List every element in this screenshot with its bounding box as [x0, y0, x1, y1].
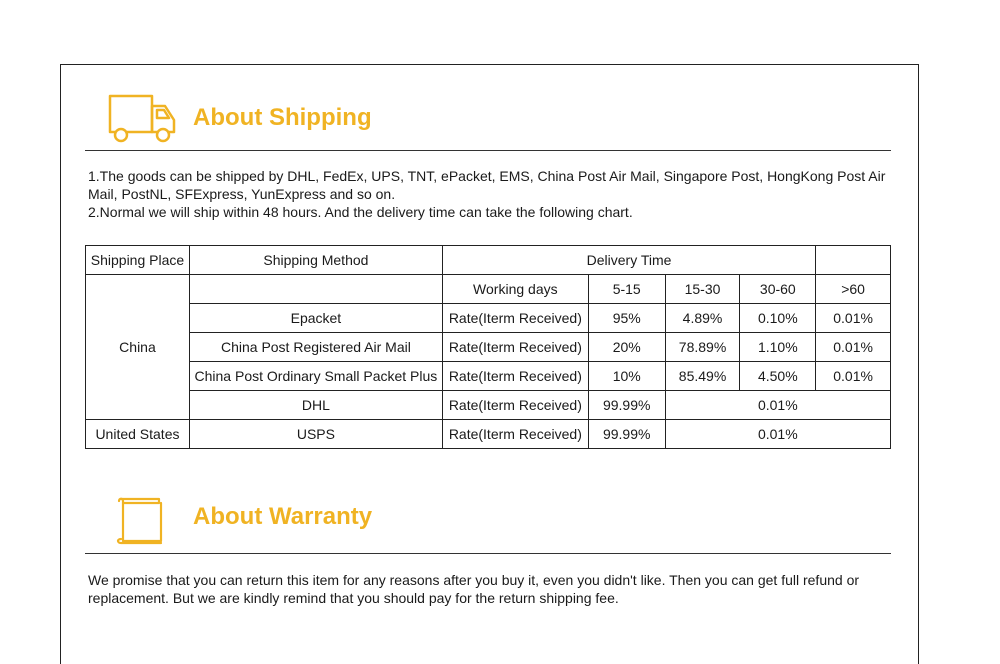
- subheader-range-3: 30-60: [740, 275, 816, 304]
- shipping-title: About Shipping: [193, 104, 372, 131]
- value-cell: 0.01%: [665, 391, 890, 420]
- header-delivery-time: Delivery Time: [442, 246, 815, 275]
- value-cell: 1.10%: [740, 333, 816, 362]
- table-row: [86, 333, 891, 362]
- value-cell: 0.10%: [740, 304, 816, 333]
- subheader-working-days: Working days: [442, 275, 588, 304]
- value-cell: 78.89%: [665, 333, 740, 362]
- subheader-empty-cell: [189, 275, 442, 304]
- rate-cell: Rate(Iterm Received): [442, 304, 588, 333]
- place-united-states: United States: [86, 420, 190, 449]
- subheader-range-2: 15-30: [665, 275, 740, 304]
- shipping-paragraph-2: 2.Normal we will ship within 48 hours. And the delivery time can take the following chart.: [88, 204, 633, 220]
- subheader-range-4: >60: [816, 275, 891, 304]
- method-cell: Epacket: [189, 304, 442, 333]
- warranty-description: [88, 571, 898, 607]
- shipping-header: [85, 64, 891, 151]
- rate-cell: Rate(Iterm Received): [442, 420, 588, 449]
- scroll-icon: [113, 493, 165, 545]
- method-cell: USPS: [189, 420, 442, 449]
- value-cell: 4.89%: [665, 304, 740, 333]
- value-cell: 95%: [588, 304, 665, 333]
- rate-cell: Rate(Iterm Received): [442, 333, 588, 362]
- shipping-description: [88, 167, 898, 221]
- subheader-range-1: 5-15: [588, 275, 665, 304]
- method-cell: China Post Registered Air Mail: [189, 333, 442, 362]
- value-cell: 4.50%: [740, 362, 816, 391]
- method-cell: China Post Ordinary Small Packet Plus: [189, 362, 442, 391]
- rate-cell: Rate(Iterm Received): [442, 391, 588, 420]
- table-subheader-row: [86, 275, 891, 304]
- header-empty-cell: [816, 246, 891, 275]
- header-shipping-place: Shipping Place: [86, 246, 190, 275]
- table-row: [86, 391, 891, 420]
- table-row: [86, 304, 891, 333]
- value-cell: 20%: [588, 333, 665, 362]
- shipping-paragraph-1: 1.The goods can be shipped by DHL, FedEx, UPS, TNT, ePacket, EMS, China Post Air Mail, Singapore Post, HongKong Post Air Mail, PostNL, SFExpress, YunExpress and so on.: [88, 168, 886, 202]
- value-cell: 0.01%: [665, 420, 890, 449]
- table-header-row: [86, 246, 891, 275]
- value-cell: 99.99%: [588, 420, 665, 449]
- value-cell: 85.49%: [665, 362, 740, 391]
- place-china: China: [86, 275, 190, 420]
- value-cell: 0.01%: [816, 333, 891, 362]
- delivery-time-table: [85, 245, 891, 449]
- method-cell: DHL: [189, 391, 442, 420]
- value-cell: 0.01%: [816, 362, 891, 391]
- table-row: [86, 362, 891, 391]
- value-cell: 99.99%: [588, 391, 665, 420]
- value-cell: 0.01%: [816, 304, 891, 333]
- table-row: [86, 420, 891, 449]
- header-shipping-method: Shipping Method: [189, 246, 442, 275]
- warranty-text: We promise that you can return this item for any reasons after you buy it, even you didn't like. Then you can get full refund or replacement. But we are kindly remind that you should pay for the return shipping fee.: [88, 572, 860, 606]
- warranty-header: [85, 467, 891, 554]
- truck-icon: [107, 92, 177, 144]
- warranty-title: About Warranty: [193, 503, 373, 530]
- value-cell: 10%: [588, 362, 665, 391]
- rate-cell: Rate(Iterm Received): [442, 362, 588, 391]
